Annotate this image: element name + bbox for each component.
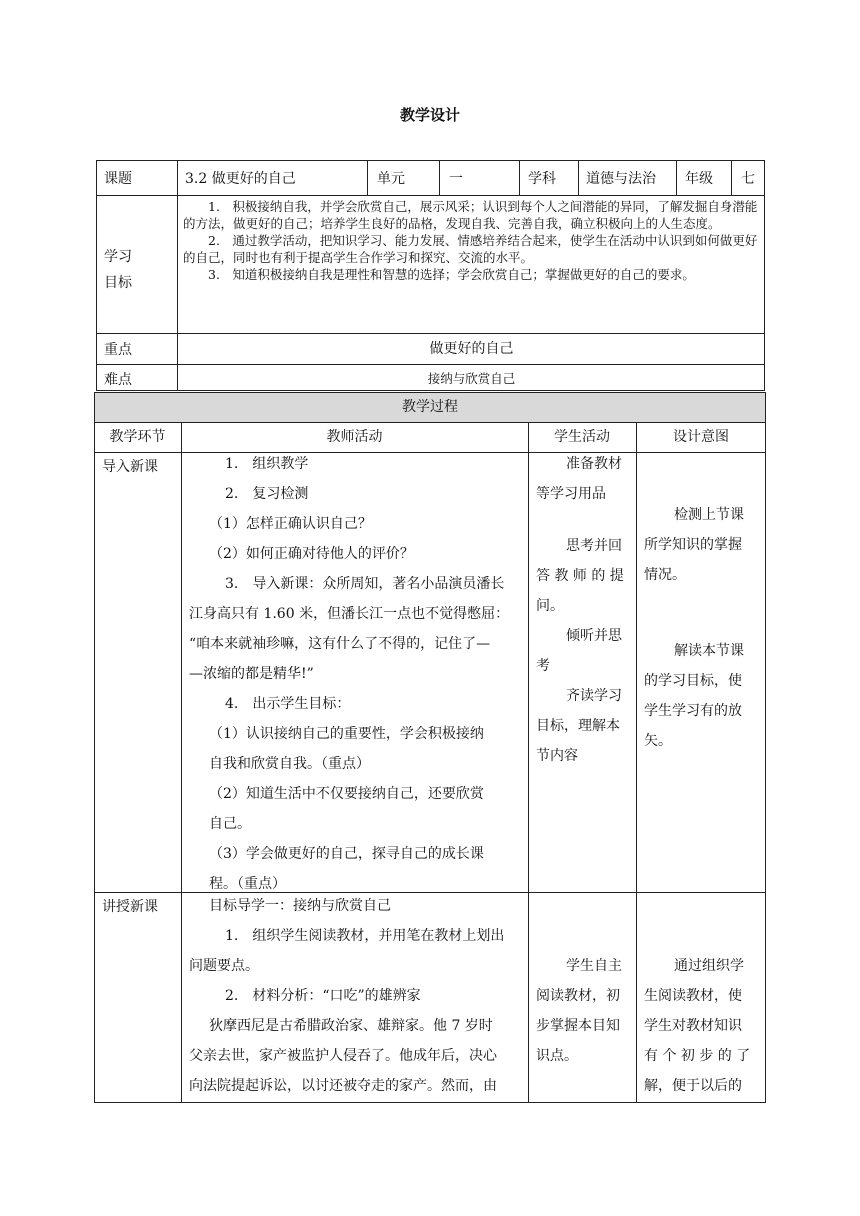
intent-line: 的学习目标，使 [644, 673, 742, 689]
student-line: 步掌握本目知 [536, 1018, 620, 1034]
teacher-line: 目标导学一：接纳与欣赏自己 [209, 898, 391, 914]
student-line: 齐读学习 [566, 688, 622, 704]
teacher-line: 向法院提起诉讼，以讨还被夺走的家产。然而，由 [189, 1078, 497, 1094]
teacher-line: “咱本来就袖珍嘛，这有什么了不得的，记住了— [189, 636, 491, 652]
student-line [536, 509, 632, 531]
teacher-line: 1. 组织学生阅读教材，并用笔在教材上划出 [225, 928, 505, 944]
teacher-line: （1）认识接纳自己的重要性，学会积极接纳 [209, 726, 484, 742]
intent-line: 矢。 [644, 733, 672, 749]
process-title: 教学过程 [402, 399, 458, 415]
unit-label: 单元 [377, 171, 405, 187]
student-line: 问。 [536, 598, 564, 614]
grade-value: 七 [741, 171, 755, 187]
goals-label-line1: 学习 [104, 249, 132, 265]
subject-value: 道德与法治 [586, 171, 656, 187]
student-line: 等学习用品 [536, 486, 606, 502]
student-line: 答 教 师 的 提 [536, 568, 624, 584]
key-point-label: 重点 [104, 342, 132, 358]
key-point-value: 做更好的自己 [429, 341, 514, 357]
stage-new-lesson: 讲授新课 [102, 899, 158, 915]
header-teacher: 教师活动 [326, 429, 383, 445]
teacher-line: （2）如何正确对待他人的评价？ [209, 546, 414, 562]
student-line: 目标，理解本 [536, 718, 620, 734]
intent-line: 解读本节课 [674, 643, 744, 659]
teacher-line: —浓缩的都是精华!” [189, 666, 314, 682]
student-line: 识点。 [536, 1048, 578, 1064]
intent-line: 有 个 初 步 的 了 [644, 1048, 751, 1064]
teacher-line: （1）怎样正确认识自己？ [209, 516, 372, 532]
teacher-line: 3. 导入新课：众所周知，著名小品演员潘长 [225, 576, 505, 592]
teacher-line: 问题要点。 [189, 958, 259, 974]
intent-line: 学生对教材知识 [644, 1018, 742, 1034]
goal-item: 3. 知道积极接纳自我是理性和智慧的选择；学会欣赏自己；掌握做更好的自己的要求。 [208, 267, 695, 282]
intent-line: 通过组织学 [674, 958, 744, 974]
teacher-line: （3）学会做更好的自己，探寻自己的成长课 [209, 846, 484, 862]
intent-line [644, 590, 762, 612]
teacher-line: 江身高只有 1.60 米，但潘长江一点也不觉得憋屈： [189, 606, 510, 622]
student-line: 思考并回 [566, 538, 622, 554]
intent-line: 检测上节课 [674, 507, 744, 523]
design-intent-intro [644, 500, 762, 756]
subject-label: 学科 [528, 171, 556, 187]
teacher-line: 狄摩西尼是古希腊政治家、雄辩家。他 7 岁时 [209, 1018, 493, 1034]
goal-item: 1. 积极接纳自我，并学会欣赏自己，展示风采；认识到每个人之间潜能的异同，了解发掘自身潜能的方法，做更好的自己；培养学生良好的品格，发现自我、完善自我，确立积极向上的人生态度。 [183, 199, 758, 231]
teacher-line: 1. 组织教学 [225, 456, 309, 472]
student-line: 阅读教材，初 [536, 988, 620, 1004]
teacher-line: （2）知道生活中不仅要接纳自己，还要欣赏 [209, 786, 484, 802]
course-value: 3.2 做更好的自己 [185, 171, 296, 187]
course-label: 课题 [104, 171, 132, 187]
student-activity-intro [536, 449, 632, 771]
stage-intro: 导入新课 [102, 459, 158, 475]
student-activity-new-lesson [536, 951, 632, 1071]
goals-label-line2: 目标 [104, 275, 132, 291]
teacher-line: 2. 复习检测 [225, 486, 309, 502]
goal-item: 2. 通过教学活动，把知识学习、能力发展、情感培养结合起来，使学生在活动中认识到如何做更好的自己，同时也有利于提高学生合作学习和探究、交流的水平。 [183, 233, 758, 265]
student-line: 准备教材 [566, 456, 622, 472]
teacher-line: 父亲去世，家产被监护人侵吞了。他成年后，决心 [189, 1048, 497, 1064]
student-line: 倾听并思 [566, 628, 622, 644]
teacher-line: 2. 材料分析：“口吃”的雄辨家 [225, 988, 421, 1004]
teacher-activity-intro [189, 449, 525, 899]
teacher-line: 4. 出示学生目标： [225, 696, 351, 712]
intent-line: 所学知识的掌握 [644, 537, 742, 553]
teacher-line: 自我和欣赏自我。（重点） [209, 756, 370, 772]
goals-label [104, 244, 132, 296]
unit-value: 一 [449, 171, 463, 187]
document-title: 教学设计 [399, 106, 460, 124]
student-line: 考 [536, 658, 550, 674]
student-line: 学生自主 [566, 958, 622, 974]
header-student: 学生活动 [554, 429, 610, 445]
teacher-activity-new-lesson [189, 891, 525, 1101]
intent-line [644, 612, 762, 636]
difficult-point-value: 接纳与欣赏自己 [427, 371, 516, 386]
intent-line: 解，便于以后的 [644, 1078, 742, 1094]
intent-line: 学生学习有的放 [644, 703, 742, 719]
teacher-line: 自己。 [209, 816, 251, 832]
header-intent: 设计意图 [673, 429, 729, 445]
student-line: 节内容 [536, 748, 578, 764]
header-stage: 教学环节 [109, 429, 166, 445]
grade-label: 年级 [685, 171, 713, 187]
goals-list [183, 198, 759, 283]
difficult-point-label: 难点 [104, 372, 132, 388]
design-intent-new-lesson [644, 951, 762, 1101]
intent-line: 情况。 [644, 567, 686, 583]
teacher-line: 程。（重点） [209, 876, 286, 892]
intent-line: 生阅读教材，使 [644, 988, 742, 1004]
